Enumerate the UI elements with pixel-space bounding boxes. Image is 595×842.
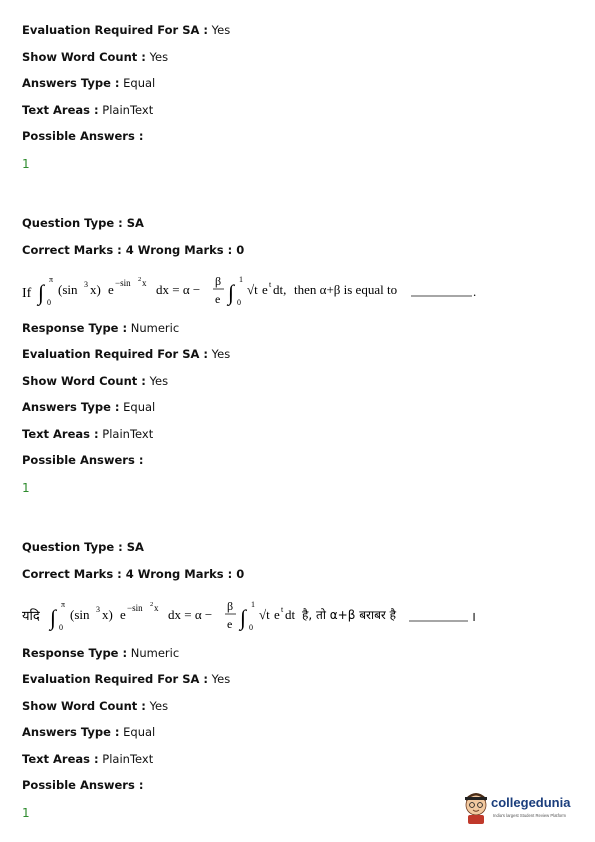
dx-equals: dx = α − bbox=[156, 282, 201, 297]
e-t-base: e bbox=[274, 607, 280, 622]
sqrt-t: √t bbox=[259, 607, 270, 622]
answers-type-row: Answers Type : Equal bbox=[22, 400, 156, 414]
integral-upper-2: 1 bbox=[239, 275, 243, 284]
integral-upper-2: 1 bbox=[251, 600, 255, 609]
beta-numerator: β bbox=[227, 599, 234, 613]
then-text: then α+β is equal to bbox=[294, 282, 398, 297]
possible-answers-row: Possible Answers : bbox=[22, 778, 144, 792]
sin-text: (sin bbox=[70, 607, 90, 622]
e-t-power: t bbox=[269, 280, 272, 289]
sqrt-t: √t bbox=[247, 282, 258, 297]
dt-text: dt, bbox=[273, 282, 287, 297]
logo-wordmark: collegedunia bbox=[491, 795, 571, 810]
dt-text-hindi: dt bbox=[285, 607, 296, 622]
eval-required-row: Evaluation Required For SA : Yes bbox=[22, 347, 231, 361]
beta-numerator: β bbox=[215, 274, 222, 288]
x-close: x) bbox=[102, 607, 113, 622]
integral-sign: ∫ bbox=[38, 280, 45, 305]
if-text: If bbox=[22, 286, 32, 301]
exponent-x: x bbox=[142, 278, 147, 288]
integral-sign-2: ∫ bbox=[240, 605, 247, 630]
exponent-power: 2 bbox=[150, 601, 154, 608]
possible-answers-row: Possible Answers : bbox=[22, 453, 144, 467]
exponent-x: x bbox=[154, 603, 159, 613]
integral-lower-2: 0 bbox=[249, 623, 253, 632]
dx-equals: dx = α − bbox=[168, 607, 213, 622]
sin-power: 3 bbox=[96, 605, 100, 614]
e-base: e bbox=[120, 607, 126, 622]
logo-tagline: India's largest Student Review Platform bbox=[493, 813, 566, 818]
e-denominator: e bbox=[215, 292, 221, 306]
show-word-count-row: Show Word Count : Yes bbox=[22, 699, 169, 713]
possible-answer-value: 1 bbox=[22, 806, 30, 820]
integral-sign-2: ∫ bbox=[228, 280, 235, 305]
e-t-base: e bbox=[262, 282, 268, 297]
answers-type-row: Answers Type : Equal bbox=[22, 76, 156, 90]
question-equation-english bbox=[22, 268, 482, 308]
e-t-power: t bbox=[281, 605, 284, 614]
period: . bbox=[473, 284, 477, 299]
x-close: x) bbox=[90, 282, 101, 297]
marks-row: Correct Marks : 4 Wrong Marks : 0 bbox=[22, 243, 245, 257]
logo-svg bbox=[462, 788, 582, 828]
mascot-icon bbox=[465, 793, 487, 824]
integral-lower: 0 bbox=[59, 623, 63, 632]
collegedunia-logo bbox=[462, 788, 582, 828]
integral-lower: 0 bbox=[47, 298, 51, 307]
if-text-hindi: यदि bbox=[22, 609, 40, 624]
integral-upper: π bbox=[49, 275, 54, 284]
sin-text: (sin bbox=[58, 282, 78, 297]
answers-type-row: Answers Type : Equal bbox=[22, 725, 156, 739]
question-type-row: Question Type : SA bbox=[22, 216, 144, 230]
show-word-count-row: Show Word Count : Yes bbox=[22, 374, 169, 388]
eval-required-row: Evaluation Required For SA : Yes bbox=[22, 672, 231, 686]
equation-svg-hindi bbox=[22, 593, 482, 633]
possible-answer-value: 1 bbox=[22, 481, 30, 495]
possible-answer-value: 1 bbox=[22, 157, 30, 171]
response-type-row: Response Type : Numeric bbox=[22, 646, 180, 660]
exponent: −sin bbox=[115, 278, 131, 288]
show-word-count-row: Show Word Count : Yes bbox=[22, 50, 169, 64]
text-areas-row: Text Areas : PlainText bbox=[22, 752, 154, 766]
sin-power: 3 bbox=[84, 280, 88, 289]
eval-required-row: Evaluation Required For SA : Yes bbox=[22, 23, 231, 37]
response-type-row: Response Type : Numeric bbox=[22, 321, 180, 335]
text-areas-row: Text Areas : PlainText bbox=[22, 103, 154, 117]
integral-lower-2: 0 bbox=[237, 298, 241, 307]
then-text-hindi: है, तो α+β बराबर है bbox=[302, 608, 397, 622]
integral-upper: π bbox=[61, 600, 66, 609]
equation-svg bbox=[22, 268, 482, 308]
e-denominator: e bbox=[227, 617, 233, 631]
e-base: e bbox=[108, 282, 114, 297]
integral-sign: ∫ bbox=[50, 605, 57, 630]
exponent: −sin bbox=[127, 603, 143, 613]
text-areas-row: Text Areas : PlainText bbox=[22, 427, 154, 441]
marks-row: Correct Marks : 4 Wrong Marks : 0 bbox=[22, 567, 245, 581]
exponent-power: 2 bbox=[138, 276, 142, 283]
possible-answers-row: Possible Answers : bbox=[22, 129, 144, 143]
purna-viram: । bbox=[471, 610, 476, 625]
question-equation-hindi bbox=[22, 593, 482, 633]
question-type-row: Question Type : SA bbox=[22, 540, 144, 554]
